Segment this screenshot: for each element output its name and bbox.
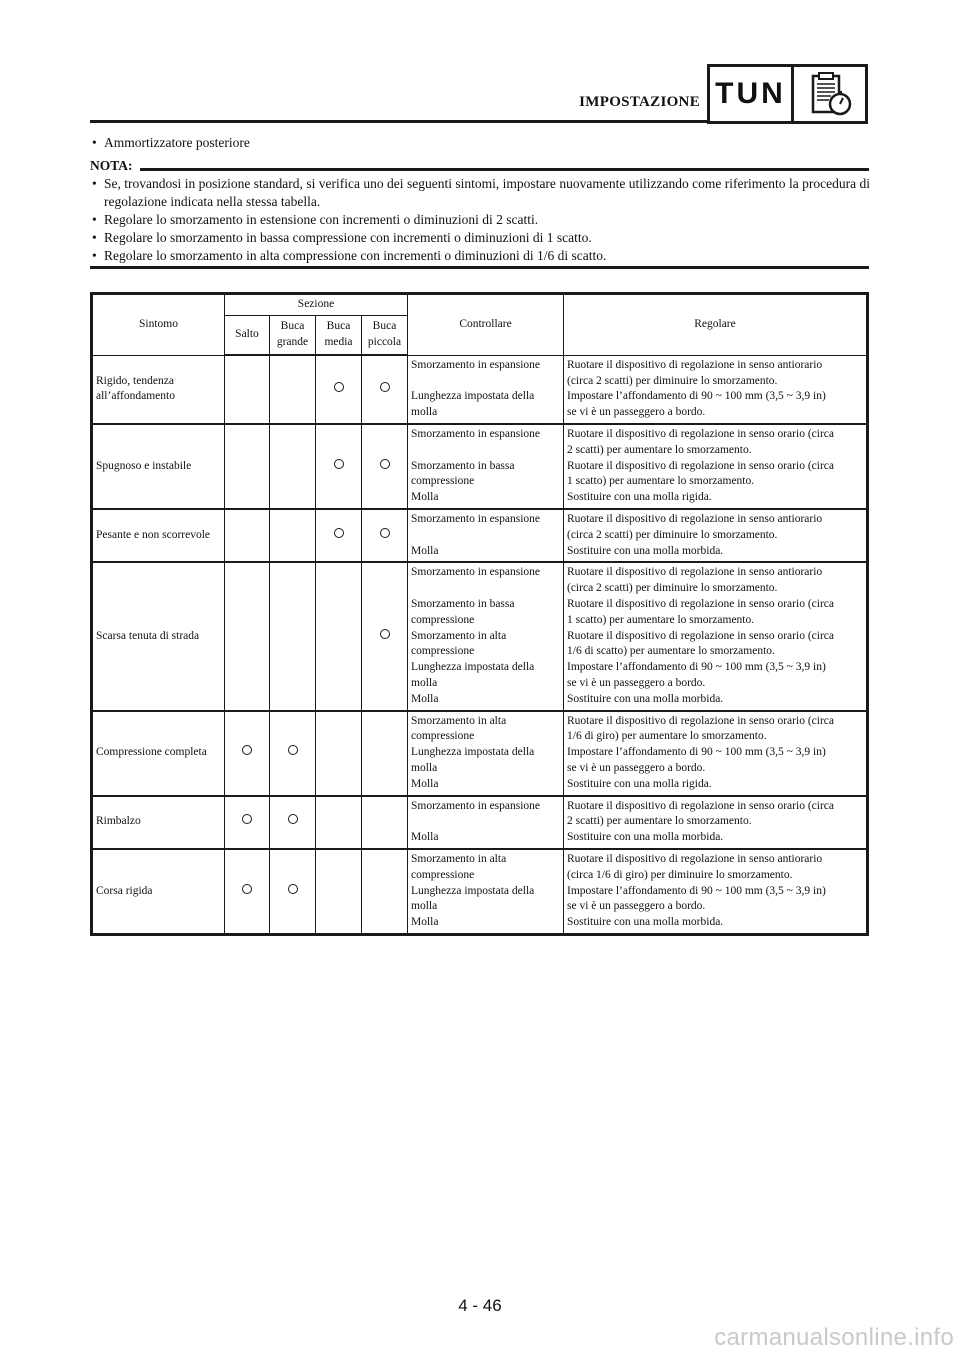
controllare-line: compressione	[411, 868, 475, 881]
controllare-line: Smorzamento in alta	[411, 852, 507, 865]
controllare-line: Smorzamento in alta	[411, 629, 507, 642]
regolare-line: 2 scatti) per aumentare lo smorzamento.	[567, 815, 752, 828]
circle-mark-icon	[242, 884, 252, 894]
regolare-line: Sostituire con una molla rigida.	[567, 491, 712, 504]
controllare-line: Smorzamento in bassa	[411, 597, 515, 610]
controllare-line: Smorzamento in bassa	[411, 459, 515, 472]
regolare-line: Ruotare il dispositivo di regolazione in senso orario (circa	[567, 459, 834, 472]
cell-sezione-1	[270, 711, 316, 796]
regolare-line: Impostare l’affondamento di 90 ~ 100 mm (3,5 ~ 3,9 in)	[567, 746, 826, 759]
regolare-line: Sostituire con una molla morbida.	[567, 544, 724, 557]
cell-sezione-1	[270, 562, 316, 710]
cell-sezione-3	[362, 849, 408, 934]
controllare-line: Smorzamento in alta	[411, 714, 507, 727]
controllare-line: Smorzamento in espansione	[411, 427, 541, 440]
circle-mark-icon	[288, 814, 298, 824]
regolare-line: Sostituire con una molla morbida.	[567, 831, 724, 844]
cell-sezione-3	[362, 711, 408, 796]
cell-sezione-3	[362, 355, 408, 424]
cell-controllare	[408, 562, 564, 710]
header-buca-piccola: Buca piccola	[362, 315, 408, 355]
regolare-line: 1/6 di giro) per aumentare lo smorzamento.	[567, 730, 767, 743]
circle-mark-icon	[288, 745, 298, 755]
controllare-line	[411, 374, 560, 390]
circle-mark-icon	[334, 459, 344, 469]
controllare-line: Smorzamento in espansione	[411, 512, 541, 525]
setting-table	[90, 292, 869, 936]
cell-sezione-3	[362, 796, 408, 849]
cell-sezione-0	[225, 355, 270, 424]
cell-regolare	[564, 424, 868, 509]
regolare-line: Impostare l’affondamento di 90 ~ 100 mm (3,5 ~ 3,9 in)	[567, 661, 826, 674]
cell-sintomo: Rigido, tendenza all’affondamento	[92, 355, 225, 424]
circle-mark-icon	[242, 745, 252, 755]
nota-item: • Regolare lo smorzamento in estensione con incrementi o diminuzioni di 2 scatti.	[90, 211, 870, 229]
controllare-line: Molla	[411, 777, 439, 790]
header-rule	[90, 120, 710, 123]
header-regolare: Regolare	[564, 294, 868, 356]
circle-mark-icon	[380, 528, 390, 538]
controllare-line: Lunghezza impostata della	[411, 884, 535, 897]
cell-controllare	[408, 796, 564, 849]
nota-label: NOTA:	[90, 158, 133, 173]
header-buca-media: Buca media	[316, 315, 362, 355]
controllare-line: Lunghezza impostata della	[411, 390, 535, 403]
regolare-line: Ruotare il dispositivo di regolazione in senso orario (circa	[567, 799, 834, 812]
regolare-line: Ruotare il dispositivo di regolazione in senso antiorario	[567, 512, 823, 525]
controllare-line: molla	[411, 900, 438, 913]
regolare-line: Ruotare il dispositivo di regolazione in senso orario (circa	[567, 597, 834, 610]
controllare-line: Lunghezza impostata della	[411, 746, 535, 759]
nota-rule-top	[140, 168, 869, 171]
header-salto: Salto	[225, 315, 270, 355]
controllare-line: Smorzamento in espansione	[411, 799, 541, 812]
circle-mark-icon	[334, 528, 344, 538]
cell-controllare	[408, 355, 564, 424]
cell-controllare	[408, 711, 564, 796]
cell-sintomo: Spugnoso e instabile	[92, 424, 225, 509]
cell-sintomo: Compressione completa	[92, 711, 225, 796]
section-code: TUN	[710, 67, 794, 121]
controllare-line: Molla	[411, 916, 439, 929]
cell-regolare	[564, 355, 868, 424]
cell-sezione-1	[270, 509, 316, 562]
regolare-line: se vi è un passeggero a bordo.	[567, 900, 706, 913]
cell-sezione-0	[225, 562, 270, 710]
cell-sezione-2	[316, 796, 362, 849]
regolare-line: (circa 1/6 di giro) per diminuire lo smorzamento.	[567, 868, 793, 881]
cell-sezione-1	[270, 796, 316, 849]
cell-controllare	[408, 849, 564, 934]
circle-mark-icon	[380, 459, 390, 469]
regolare-line: Sostituire con una molla rigida.	[567, 777, 712, 790]
nota-item: • Regolare lo smorzamento in bassa compressione con incrementi o diminuzioni di 1 scatto.	[90, 229, 870, 247]
regolare-line: 1 scatto) per aumentare lo smorzamento.	[567, 475, 755, 488]
controllare-line: compressione	[411, 730, 475, 743]
cell-regolare	[564, 562, 868, 710]
controllare-line: compressione	[411, 475, 475, 488]
cell-sintomo: Corsa rigida	[92, 849, 225, 934]
controllare-line: molla	[411, 761, 438, 774]
regolare-line: Ruotare il dispositivo di regolazione in senso antiorario	[567, 358, 823, 371]
header-sezione: Sezione	[225, 294, 408, 316]
controllare-line: Lunghezza impostata della	[411, 661, 535, 674]
table-row	[92, 849, 868, 934]
table-row	[92, 562, 868, 710]
regolare-line: 1/6 di scatto) per aumentare lo smorzamento.	[567, 645, 775, 658]
regolare-line: Ruotare il dispositivo di regolazione in senso orario (circa	[567, 427, 834, 440]
table-row	[92, 424, 868, 509]
cell-sezione-0	[225, 711, 270, 796]
circle-mark-icon	[380, 382, 390, 392]
cell-sezione-3	[362, 562, 408, 710]
regolare-line: se vi è un passeggero a bordo.	[567, 406, 706, 419]
regolare-line: se vi è un passeggero a bordo.	[567, 676, 706, 689]
cell-regolare	[564, 509, 868, 562]
cell-regolare	[564, 711, 868, 796]
cell-sezione-0	[225, 849, 270, 934]
cell-regolare	[564, 849, 868, 934]
controllare-line	[411, 814, 560, 830]
table-row	[92, 355, 868, 424]
cell-regolare	[564, 796, 868, 849]
cell-sezione-3	[362, 424, 408, 509]
controllare-line	[411, 581, 560, 597]
nota-rule-bottom	[90, 266, 869, 269]
controllare-line: Molla	[411, 491, 439, 504]
cell-sezione-0	[225, 796, 270, 849]
regolare-line: se vi è un passeggero a bordo.	[567, 761, 706, 774]
regolare-line: 2 scatti) per aumentare lo smorzamento.	[567, 443, 752, 456]
cell-sezione-2	[316, 509, 362, 562]
header-controllare: Controllare	[408, 294, 564, 356]
regolare-line: Sostituire con una molla morbida.	[567, 692, 724, 705]
cell-sezione-1	[270, 424, 316, 509]
cell-sezione-1	[270, 849, 316, 934]
cell-sintomo: Pesante e non scorrevole	[92, 509, 225, 562]
table-row	[92, 509, 868, 562]
regolare-line: Sostituire con una molla morbida.	[567, 916, 724, 929]
header-sintomo: Sintomo	[92, 294, 225, 356]
cell-controllare	[408, 424, 564, 509]
table-row	[92, 711, 868, 796]
cell-sezione-2	[316, 355, 362, 424]
section-badge	[707, 64, 868, 124]
controllare-line: Molla	[411, 544, 439, 557]
cell-sezione-2	[316, 711, 362, 796]
cell-sezione-0	[225, 424, 270, 509]
controllare-line: compressione	[411, 613, 475, 626]
controllare-line	[411, 443, 560, 459]
watermark: carmanualsonline.info	[714, 1324, 954, 1351]
cell-sezione-3	[362, 509, 408, 562]
regolare-line: (circa 2 scatti) per diminuire lo smorzamento.	[567, 374, 778, 387]
controllare-line: Molla	[411, 692, 439, 705]
controllare-line	[411, 528, 560, 544]
controllare-line: Smorzamento in espansione	[411, 358, 541, 371]
regolare-line: (circa 2 scatti) per diminuire lo smorzamento.	[567, 528, 778, 541]
cell-sezione-2	[316, 424, 362, 509]
intro-bullet: • Ammortizzatore posteriore	[90, 134, 870, 152]
clipboard-stopwatch-icon	[794, 67, 865, 121]
cell-sezione-2	[316, 562, 362, 710]
page-number: 4 - 46	[458, 1296, 502, 1315]
circle-mark-icon	[380, 629, 390, 639]
controllare-line: compressione	[411, 645, 475, 658]
regolare-line: Impostare l’affondamento di 90 ~ 100 mm (3,5 ~ 3,9 in)	[567, 884, 826, 897]
controllare-line: Molla	[411, 831, 439, 844]
regolare-line: (circa 2 scatti) per diminuire lo smorzamento.	[567, 582, 778, 595]
cell-controllare	[408, 509, 564, 562]
controllare-line: molla	[411, 406, 438, 419]
regolare-line: Ruotare il dispositivo di regolazione in senso orario (circa	[567, 714, 834, 727]
nota-item: • Se, trovandosi in posizione standard, si verifica uno dei seguenti sintomi, impostare nuovamente utilizzando come riferimento la procedura di regolazione indicata nella stessa tabella.	[90, 175, 870, 211]
regolare-line: Ruotare il dispositivo di regolazione in senso antiorario	[567, 852, 823, 865]
circle-mark-icon	[242, 814, 252, 824]
regolare-line: Ruotare il dispositivo di regolazione in senso orario (circa	[567, 629, 834, 642]
regolare-line: Ruotare il dispositivo di regolazione in senso antiorario	[567, 566, 823, 579]
circle-mark-icon	[334, 382, 344, 392]
controllare-line: molla	[411, 676, 438, 689]
nota-item: • Regolare lo smorzamento in alta compressione con incrementi o diminuzioni di 1/6 di scatto.	[90, 247, 870, 265]
regolare-line: 1 scatto) per aumentare lo smorzamento.	[567, 613, 755, 626]
regolare-line: Impostare l’affondamento di 90 ~ 100 mm (3,5 ~ 3,9 in)	[567, 390, 826, 403]
cell-sezione-2	[316, 849, 362, 934]
cell-sintomo: Rimbalzo	[92, 796, 225, 849]
cell-sezione-1	[270, 355, 316, 424]
section-title: IMPOSTAZIONE	[579, 94, 700, 110]
circle-mark-icon	[288, 884, 298, 894]
cell-sintomo: Scarsa tenuta di strada	[92, 562, 225, 710]
cell-sezione-0	[225, 509, 270, 562]
table-row	[92, 796, 868, 849]
controllare-line: Smorzamento in espansione	[411, 566, 541, 579]
header-buca-grande: Buca grande	[270, 315, 316, 355]
